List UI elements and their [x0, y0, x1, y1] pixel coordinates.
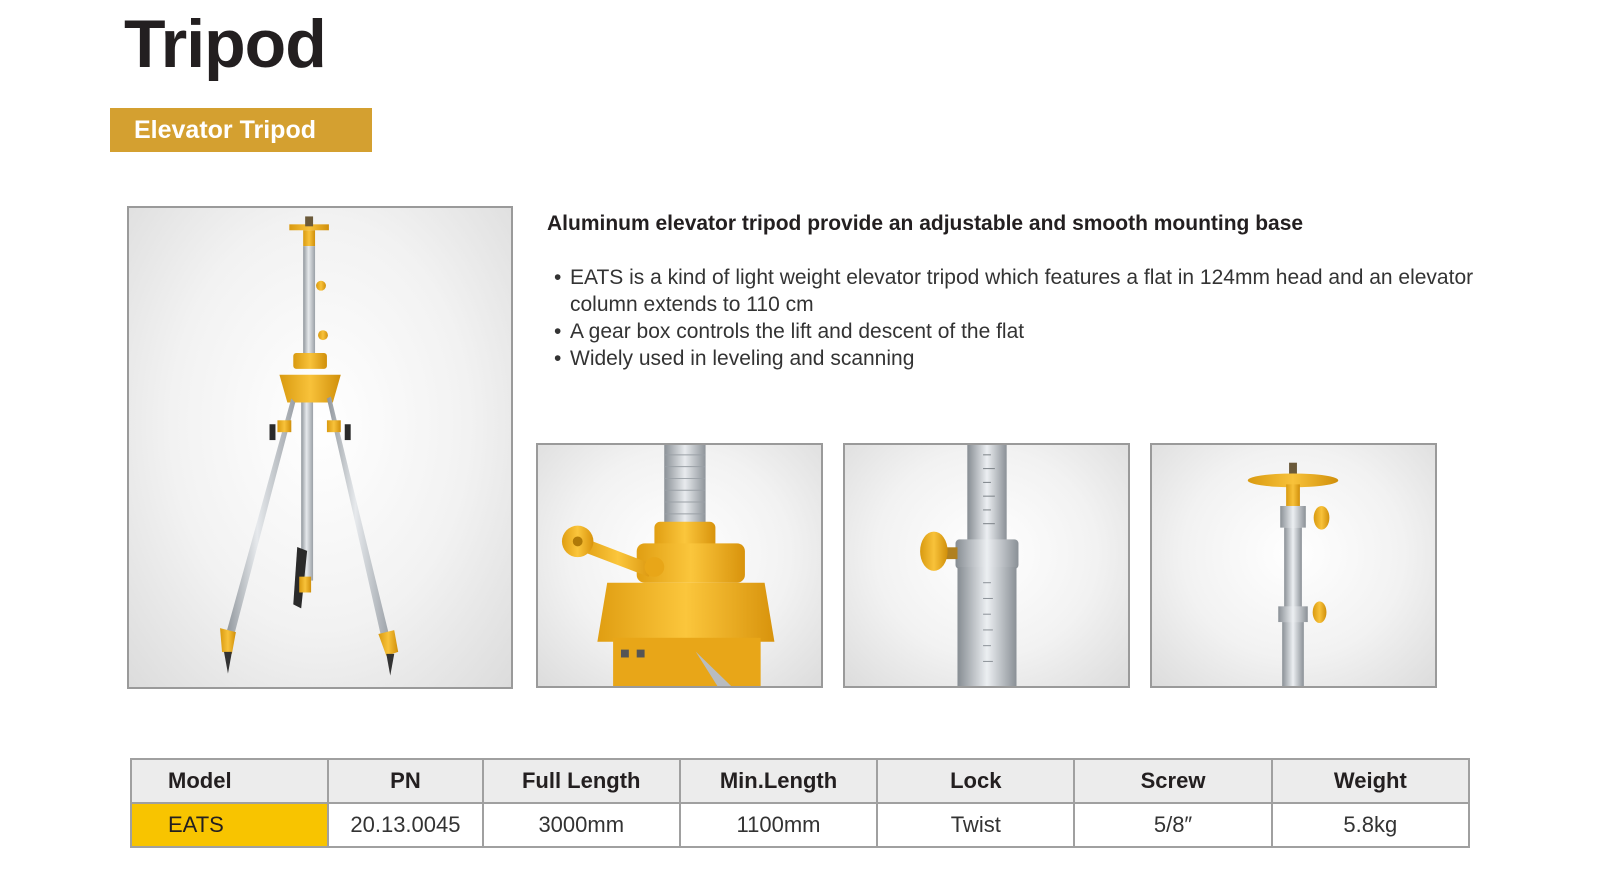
cell-pn: 20.13.0045 [328, 803, 482, 847]
tripod-illustration [129, 208, 511, 687]
feature-list [552, 264, 1482, 372]
feature-item: • Widely used in leveling and scanning [552, 345, 1482, 372]
lock-knob-illustration [845, 445, 1128, 686]
crank-gearbox-photo [536, 443, 823, 688]
page-title: Tripod [124, 6, 326, 82]
spec-table-header-row [131, 759, 1469, 803]
cell-screw: 5/8″ [1074, 803, 1271, 847]
flat-head-illustration [1152, 445, 1435, 686]
height-lock-knob-photo [843, 443, 1130, 688]
cell-lock: Twist [877, 803, 1074, 847]
header-model: Model [131, 759, 328, 803]
crank-illustration [538, 445, 821, 686]
cell-full-length: 3000mm [483, 803, 680, 847]
table-row [131, 803, 1469, 847]
spec-table [130, 758, 1470, 848]
header-min-length: Min.Length [680, 759, 877, 803]
feature-item: • EATS is a kind of light weight elevator tripod which features a flat in 124mm head and an elevator column extends to 110 cm [552, 264, 1482, 318]
header-screw: Screw [1074, 759, 1271, 803]
cell-weight: 5.8kg [1272, 803, 1469, 847]
header-lock: Lock [877, 759, 1074, 803]
description-headline: Aluminum elevator tripod provide an adjustable and smooth mounting base [547, 212, 1304, 235]
subtitle-badge: Elevator Tripod [110, 108, 372, 152]
header-full-length: Full Length [483, 759, 680, 803]
header-weight: Weight [1272, 759, 1469, 803]
cell-min-length: 1100mm [680, 803, 877, 847]
header-pn: PN [328, 759, 482, 803]
cell-model: EATS [131, 803, 328, 847]
tripod-full-photo [127, 206, 513, 689]
feature-item: • A gear box controls the lift and descent of the flat [552, 318, 1482, 345]
flat-head-photo [1150, 443, 1437, 688]
